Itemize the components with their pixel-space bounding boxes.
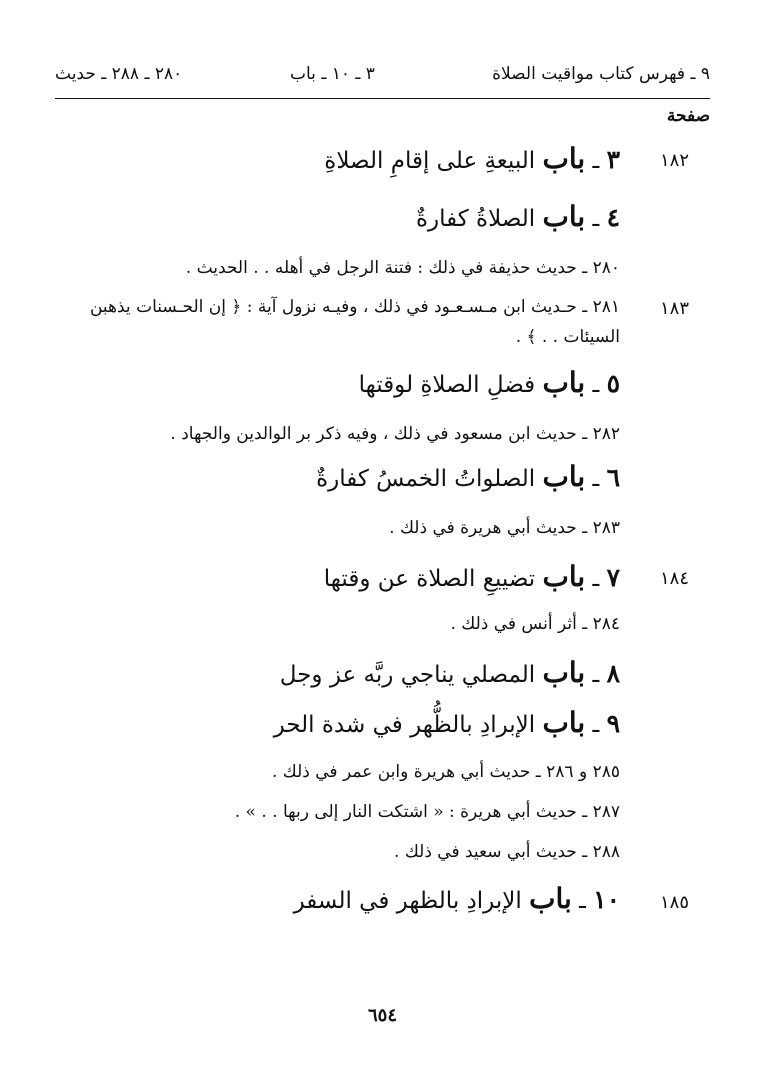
bab-keyword: باب <box>529 882 572 915</box>
entry-page-number: ١٨٣ <box>660 298 690 319</box>
header-hadith-range: ٢٨٠ ـ ٢٨٨ ـ حديث <box>55 64 183 84</box>
footer-page-number: ٦٥٤ <box>367 1005 397 1026</box>
header-bab-range: ٣ ـ ١٠ ـ باب <box>290 64 375 84</box>
hadith-281-line-1: ٢٨١ ـ حـديث ابن مـسـعـود في ذلك ، وفيـه نزول آية : ﴿ إن الحـسنات يذهبن <box>89 297 620 317</box>
bab-dash: ـ <box>592 712 600 738</box>
bab-heading-9 <box>274 706 620 739</box>
bab-title: فضلِ الصلاةِ لوقتها <box>358 372 536 398</box>
bab-title: الصلاةُ كفارةٌ <box>416 206 536 232</box>
bab-number: ٤ <box>606 203 620 232</box>
hadith-285-286: ٢٨٥ و ٢٨٦ ـ حديث أبي هريرة وابن عمر في ذلك . <box>271 762 620 782</box>
bab-number: ٧ <box>606 563 620 592</box>
bab-number: ٩ <box>606 709 620 738</box>
header-rule <box>55 98 710 99</box>
bab-title: المصلي يناجي ربَّه عز وجل <box>279 662 536 688</box>
entry-page-number: ١٨٢ <box>660 150 690 171</box>
bab-title: الصلواتُ الخمسُ كفارةٌ <box>316 466 536 492</box>
entry-page-number: ١٨٤ <box>660 568 690 589</box>
bab-number: ٨ <box>606 659 620 688</box>
bab-keyword: باب <box>542 656 586 689</box>
bab-number: ٥ <box>606 369 620 398</box>
header-chapter-title: ٩ ـ فهرس كتاب مواقيت الصلاة <box>492 64 710 84</box>
hadith-287: ٢٨٧ ـ حديث أبي هريرة : « اشتكت النار إلى ربها . . » . <box>234 802 620 822</box>
bab-title: البيعةِ على إقامِ الصلاةِ <box>324 148 536 174</box>
bab-title: الإبرادِ بالظهر في السفر <box>293 888 522 914</box>
bab-dash: ـ <box>592 566 600 592</box>
bab-heading-10 <box>294 882 620 915</box>
bab-title: تضييعِ الصلاة عن وقتها <box>323 566 536 592</box>
hadith-282: ٢٨٢ ـ حديث ابن مسعود في ذلك ، وفيه ذكر بر الوالدين والجهاد . <box>170 424 620 444</box>
bab-dash: ـ <box>592 662 600 688</box>
bab-number: ٣ <box>606 145 620 174</box>
bab-dash: ـ <box>592 372 600 398</box>
hadith-283: ٢٨٣ ـ حديث أبي هريرة في ذلك . <box>389 518 620 538</box>
bab-heading-8 <box>280 656 620 689</box>
bab-heading-5 <box>359 366 620 399</box>
bab-keyword: باب <box>542 142 586 175</box>
bab-dash: ـ <box>592 148 600 174</box>
bab-keyword: باب <box>542 706 586 739</box>
bab-heading-6 <box>316 460 620 493</box>
bab-dash: ـ <box>592 466 600 492</box>
bab-number: ١٠ <box>593 885 620 914</box>
page-column-label: صفحة <box>666 106 710 126</box>
hadith-281-line-2: السيئات . . ﴾ . <box>515 327 620 347</box>
hadith-280: ٢٨٠ ـ حديث حذيفة في ذلك : فتنة الرجل في أهله . . الحديث . <box>185 258 620 278</box>
bab-keyword: باب <box>542 200 586 233</box>
bab-keyword: باب <box>542 366 586 399</box>
hadith-288: ٢٨٨ ـ حديث أبي سعيد في ذلك . <box>394 842 620 862</box>
bab-title: الإبرادِ بالظُّهر في شدة الحر <box>273 712 536 738</box>
bab-heading-4 <box>416 200 620 233</box>
bab-keyword: باب <box>542 560 586 593</box>
bab-number: ٦ <box>606 463 620 492</box>
bab-heading-3 <box>324 142 620 175</box>
bab-dash: ـ <box>579 888 586 914</box>
bab-keyword: باب <box>542 460 586 493</box>
bab-heading-7 <box>324 560 620 593</box>
bab-dash: ـ <box>592 206 600 232</box>
entry-page-number: ١٨٥ <box>660 892 690 913</box>
hadith-284: ٢٨٤ ـ أثر أنس في ذلك . <box>450 614 620 634</box>
